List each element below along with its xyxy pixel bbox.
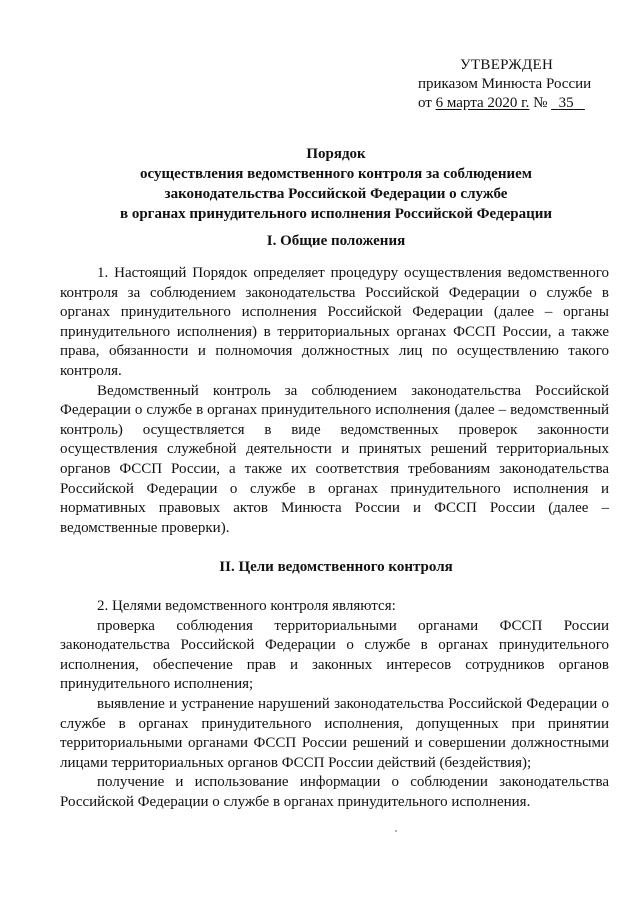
approval-order-line: приказом Минюста России (418, 76, 592, 92)
section-1-body (60, 264, 609, 538)
approval-stamp (418, 56, 618, 113)
document-title-line-2: осуществления ведомственного контроля за соблюдением (139, 166, 532, 182)
paragraph: получение и использование информации о соблюдении законодательства Российской Федерации о службе в органах принудительного исполнения. (60, 774, 609, 810)
document-title-line-4: в органах принудительного исполнения Российской Федерации (119, 206, 552, 222)
section-2-heading: II. Цели ведомственного контроля (219, 559, 453, 575)
approval-title: УТВЕРЖДЕН (460, 57, 554, 73)
document-title-line-3: законодательства Российской Федерации о службе (164, 186, 508, 202)
paragraph: проверка соблюдения территориальными органами ФССП России законодательства Российской Федерации о службе в органах принудительного исполнения, обеспечение прав и законных интересов сотрудников органов принудительного исполнения; (60, 617, 609, 693)
approval-number: 35 (558, 95, 574, 111)
approval-date-prefix: от (418, 95, 432, 111)
approval-date: 6 марта 2020 г. (435, 95, 530, 111)
approval-date-line (418, 94, 618, 113)
paragraph: выявление и устранение нарушений законодательства Российской Федерации о службе в органах принудительного исполнения, допущенных при принятии территориальными органами ФССП России решений и совершении должностными лицами территориальных органов ФССП России действий (бездействия); (60, 695, 609, 771)
scan-speck (395, 830, 397, 832)
approval-number-label: № (533, 95, 548, 111)
section-1-heading: I. Общие положения (266, 233, 406, 249)
paragraph: 1. Настоящий Порядок определяет процедуру осуществления ведомственного контроля за соблюдением законодательства Российской Федерации о службе в органах принудительного исполнения Российской Федерации (далее – органы принудительного исполнения) в территориальных органах ФССП России, а также права, обязанности и полномочия должностных лиц по осуществлению такого контроля. (60, 265, 609, 379)
document-title-line-1: Порядок (306, 146, 366, 162)
paragraph: Ведомственный контроль за соблюдением законодательства Российской Федерации о службе в органах принудительного исполнения (далее – ведомственный контроль) осуществляется в виде ведомственных проверок законности осуществления служебной деятельности и принятых решений территориальных органов ФССП России, а также их соответствия требованиям законодательства Российской Федерации о службе в органах принудительного исполнения и нормативных правовых актов Минюста России и ФССП России (далее – ведомственные проверки). (60, 382, 609, 536)
section-2-body (60, 597, 609, 813)
document-title (60, 144, 612, 224)
paragraph: 2. Целями ведомственного контроля являются: (97, 598, 396, 614)
